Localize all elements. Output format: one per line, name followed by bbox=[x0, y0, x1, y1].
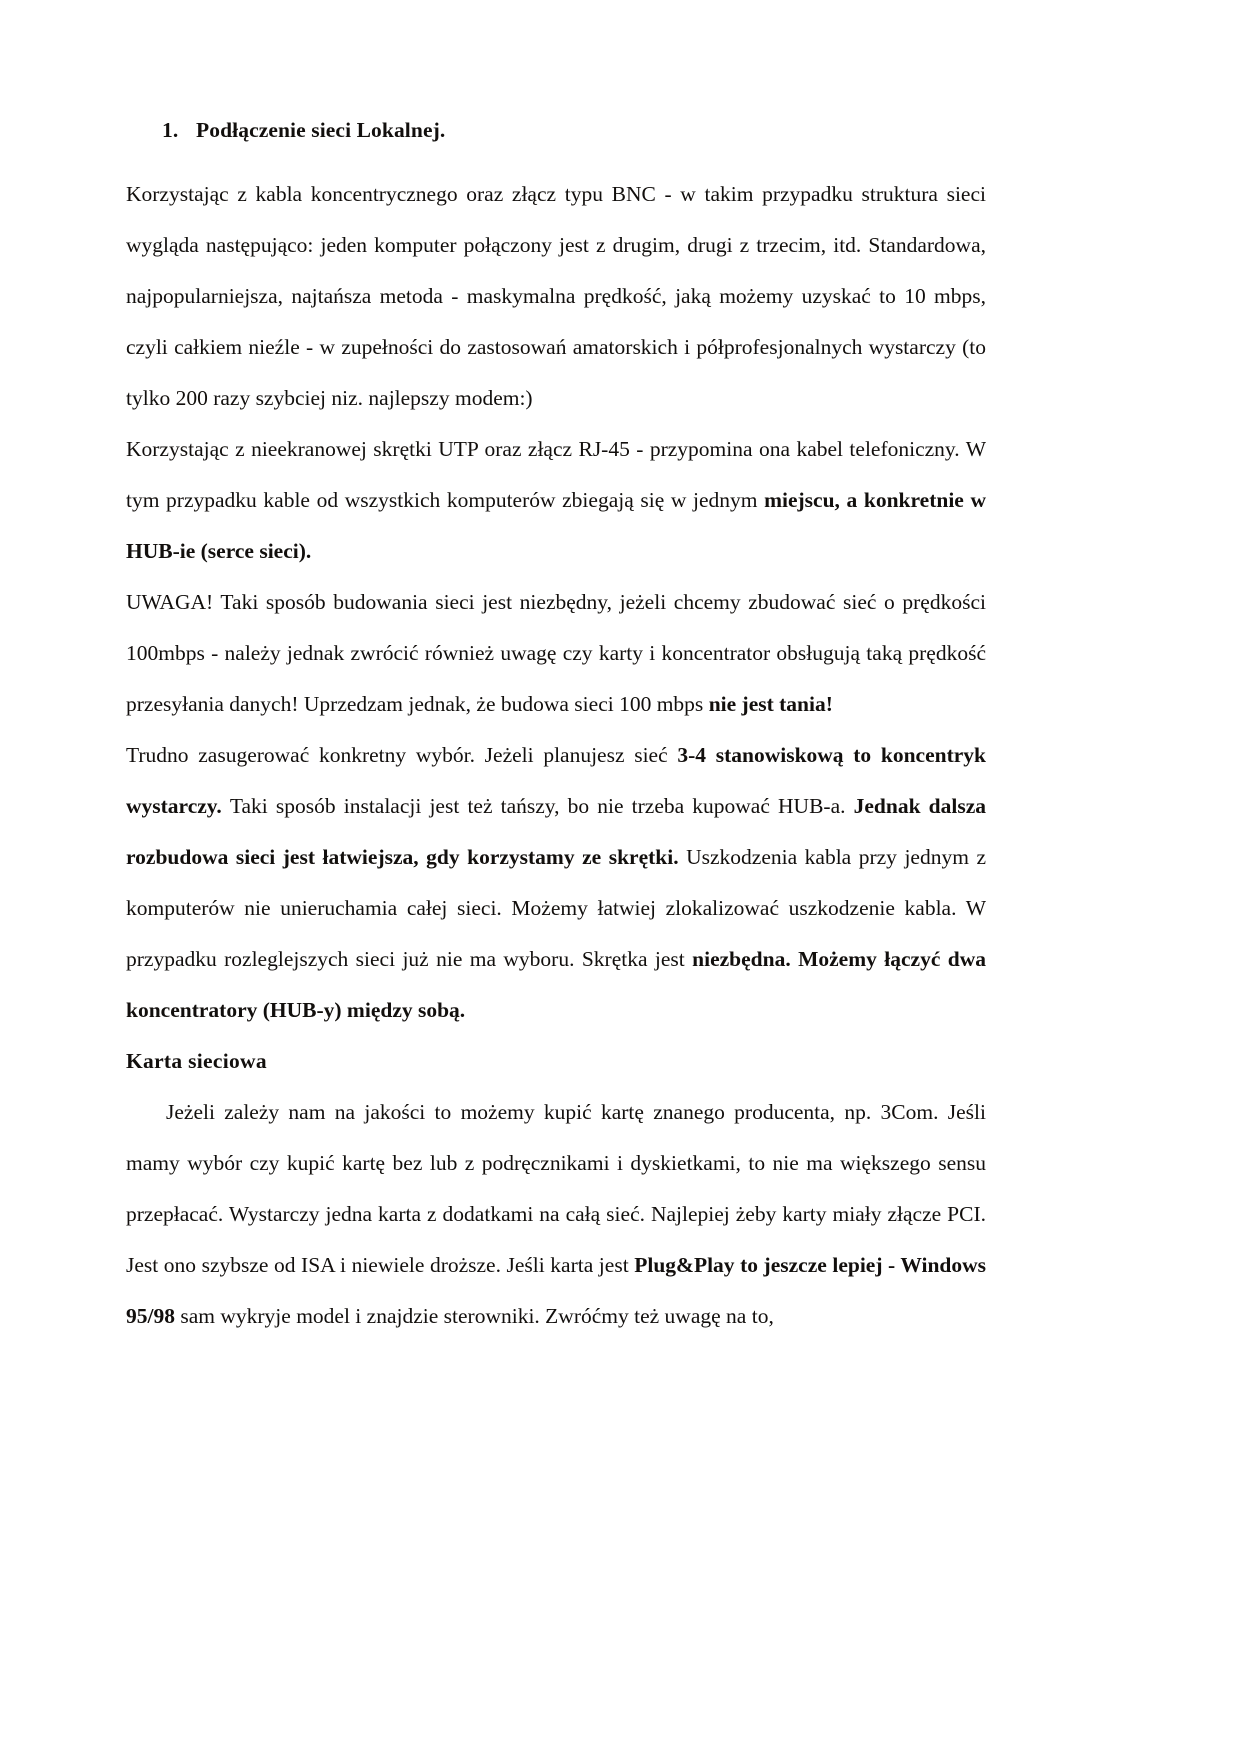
paragraph-uwaga-bold-tail: nie jest tania! bbox=[708, 692, 833, 716]
paragraph-uwaga bbox=[126, 577, 986, 730]
paragraph-choice-run-5: niezbędna. Możemy łączyć dwa koncentratory (HUB-y) między sobą. bbox=[126, 947, 986, 1022]
paragraph-choice bbox=[126, 730, 986, 1036]
paragraph-utp-lead: Korzystając z nieekranowej skrętki UTP oraz złącz RJ-45 - przypomina ona kabel telefoniczny. W tym przypadku kable od wszystkich komputerów zbiegają się w jednym bbox=[126, 437, 986, 512]
section-heading-text: Podłączenie sieci Lokalnej. bbox=[196, 118, 446, 142]
paragraph-choice-run-1: 3-4 stanowiskową to koncentryk wystarczy. bbox=[126, 743, 986, 818]
sub-heading-network-card: Karta sieciowa bbox=[126, 1049, 267, 1073]
paragraph-utp-bold-tail: miejscu, a konkretnie w HUB-ie (serce sieci). bbox=[126, 488, 986, 563]
paragraph-network-card-run-2: sam wykryje model i znajdzie sterowniki. Zwróćmy też uwagę na to, bbox=[180, 1304, 774, 1328]
paragraph-choice-run-0: Trudno zasugerować konkretny wybór. Jeżeli planujesz sieć bbox=[126, 743, 678, 767]
paragraph-network-card-run-0: Jeżeli zależy nam na jakości to możemy kupić kartę znanego producenta, np. 3Com. Jeśli mamy wybór czy kupić kartę bez lub z podręcznikami i dyskietkami, to nie ma większego sensu przepłacać. Wystarczy jedna karta z dodatkami na całą sieć. Najlepiej żeby karty miały złącze PCI. Jest ono szybsze od ISA i niewiele droższe. Jeśli karta jest bbox=[126, 1100, 986, 1277]
paragraph-choice-run-3: Jednak dalsza rozbudowa sieci jest łatwiejsza, gdy korzystamy ze skrętki. bbox=[126, 794, 986, 869]
paragraph-coax bbox=[126, 169, 986, 424]
paragraph-utp bbox=[126, 424, 986, 577]
paragraph-coax-text: Korzystając z kabla koncentrycznego oraz złącz typu BNC - w takim przypadku struktura sieci wygląda następująco: jeden komputer połączony jest z drugim, drugi z trzecim, itd. Standardowa, najpopularniejsza, najtańsza metoda - maskymalna prędkość, jaką możemy uzyskać to 10 mbps, czyli całkiem nieźle - w zupełności do zastosowań amatorskich i półprofesjonalnych wystarczy (to tylko 200 razy szybciej niz. najlepszy modem:) bbox=[126, 182, 986, 410]
section-heading-number: 1. bbox=[162, 118, 179, 142]
paragraph-network-card bbox=[126, 1087, 986, 1342]
section-heading bbox=[126, 118, 986, 143]
paragraph-network-card-run-1: Plug&Play to jeszcze lepiej - Windows 95/98 bbox=[126, 1253, 986, 1328]
document-body bbox=[126, 118, 986, 1342]
paragraph-uwaga-lead: UWAGA! Taki sposób budowania sieci jest niezbędny, jeżeli chcemy zbudować sieć o prędkości 100mbps - należy jednak zwrócić również uwagę czy karty i koncentrator obsługują taką prędkość przesyłania danych! Uprzedzam jednak, że budowa sieci 100 mbps bbox=[126, 590, 986, 716]
paragraph-choice-run-2: Taki sposób instalacji jest też tańszy, bo nie trzeba kupować HUB-a. bbox=[229, 794, 854, 818]
paragraph-choice-run-4: Uszkodzenia kabla przy jednym z komputerów nie unieruchamia całej sieci. Możemy łatwiej zlokalizować uszkodzenie kabla. W przypadku rozleglejszych sieci już nie ma wyboru. Skrętka jest bbox=[126, 845, 986, 971]
